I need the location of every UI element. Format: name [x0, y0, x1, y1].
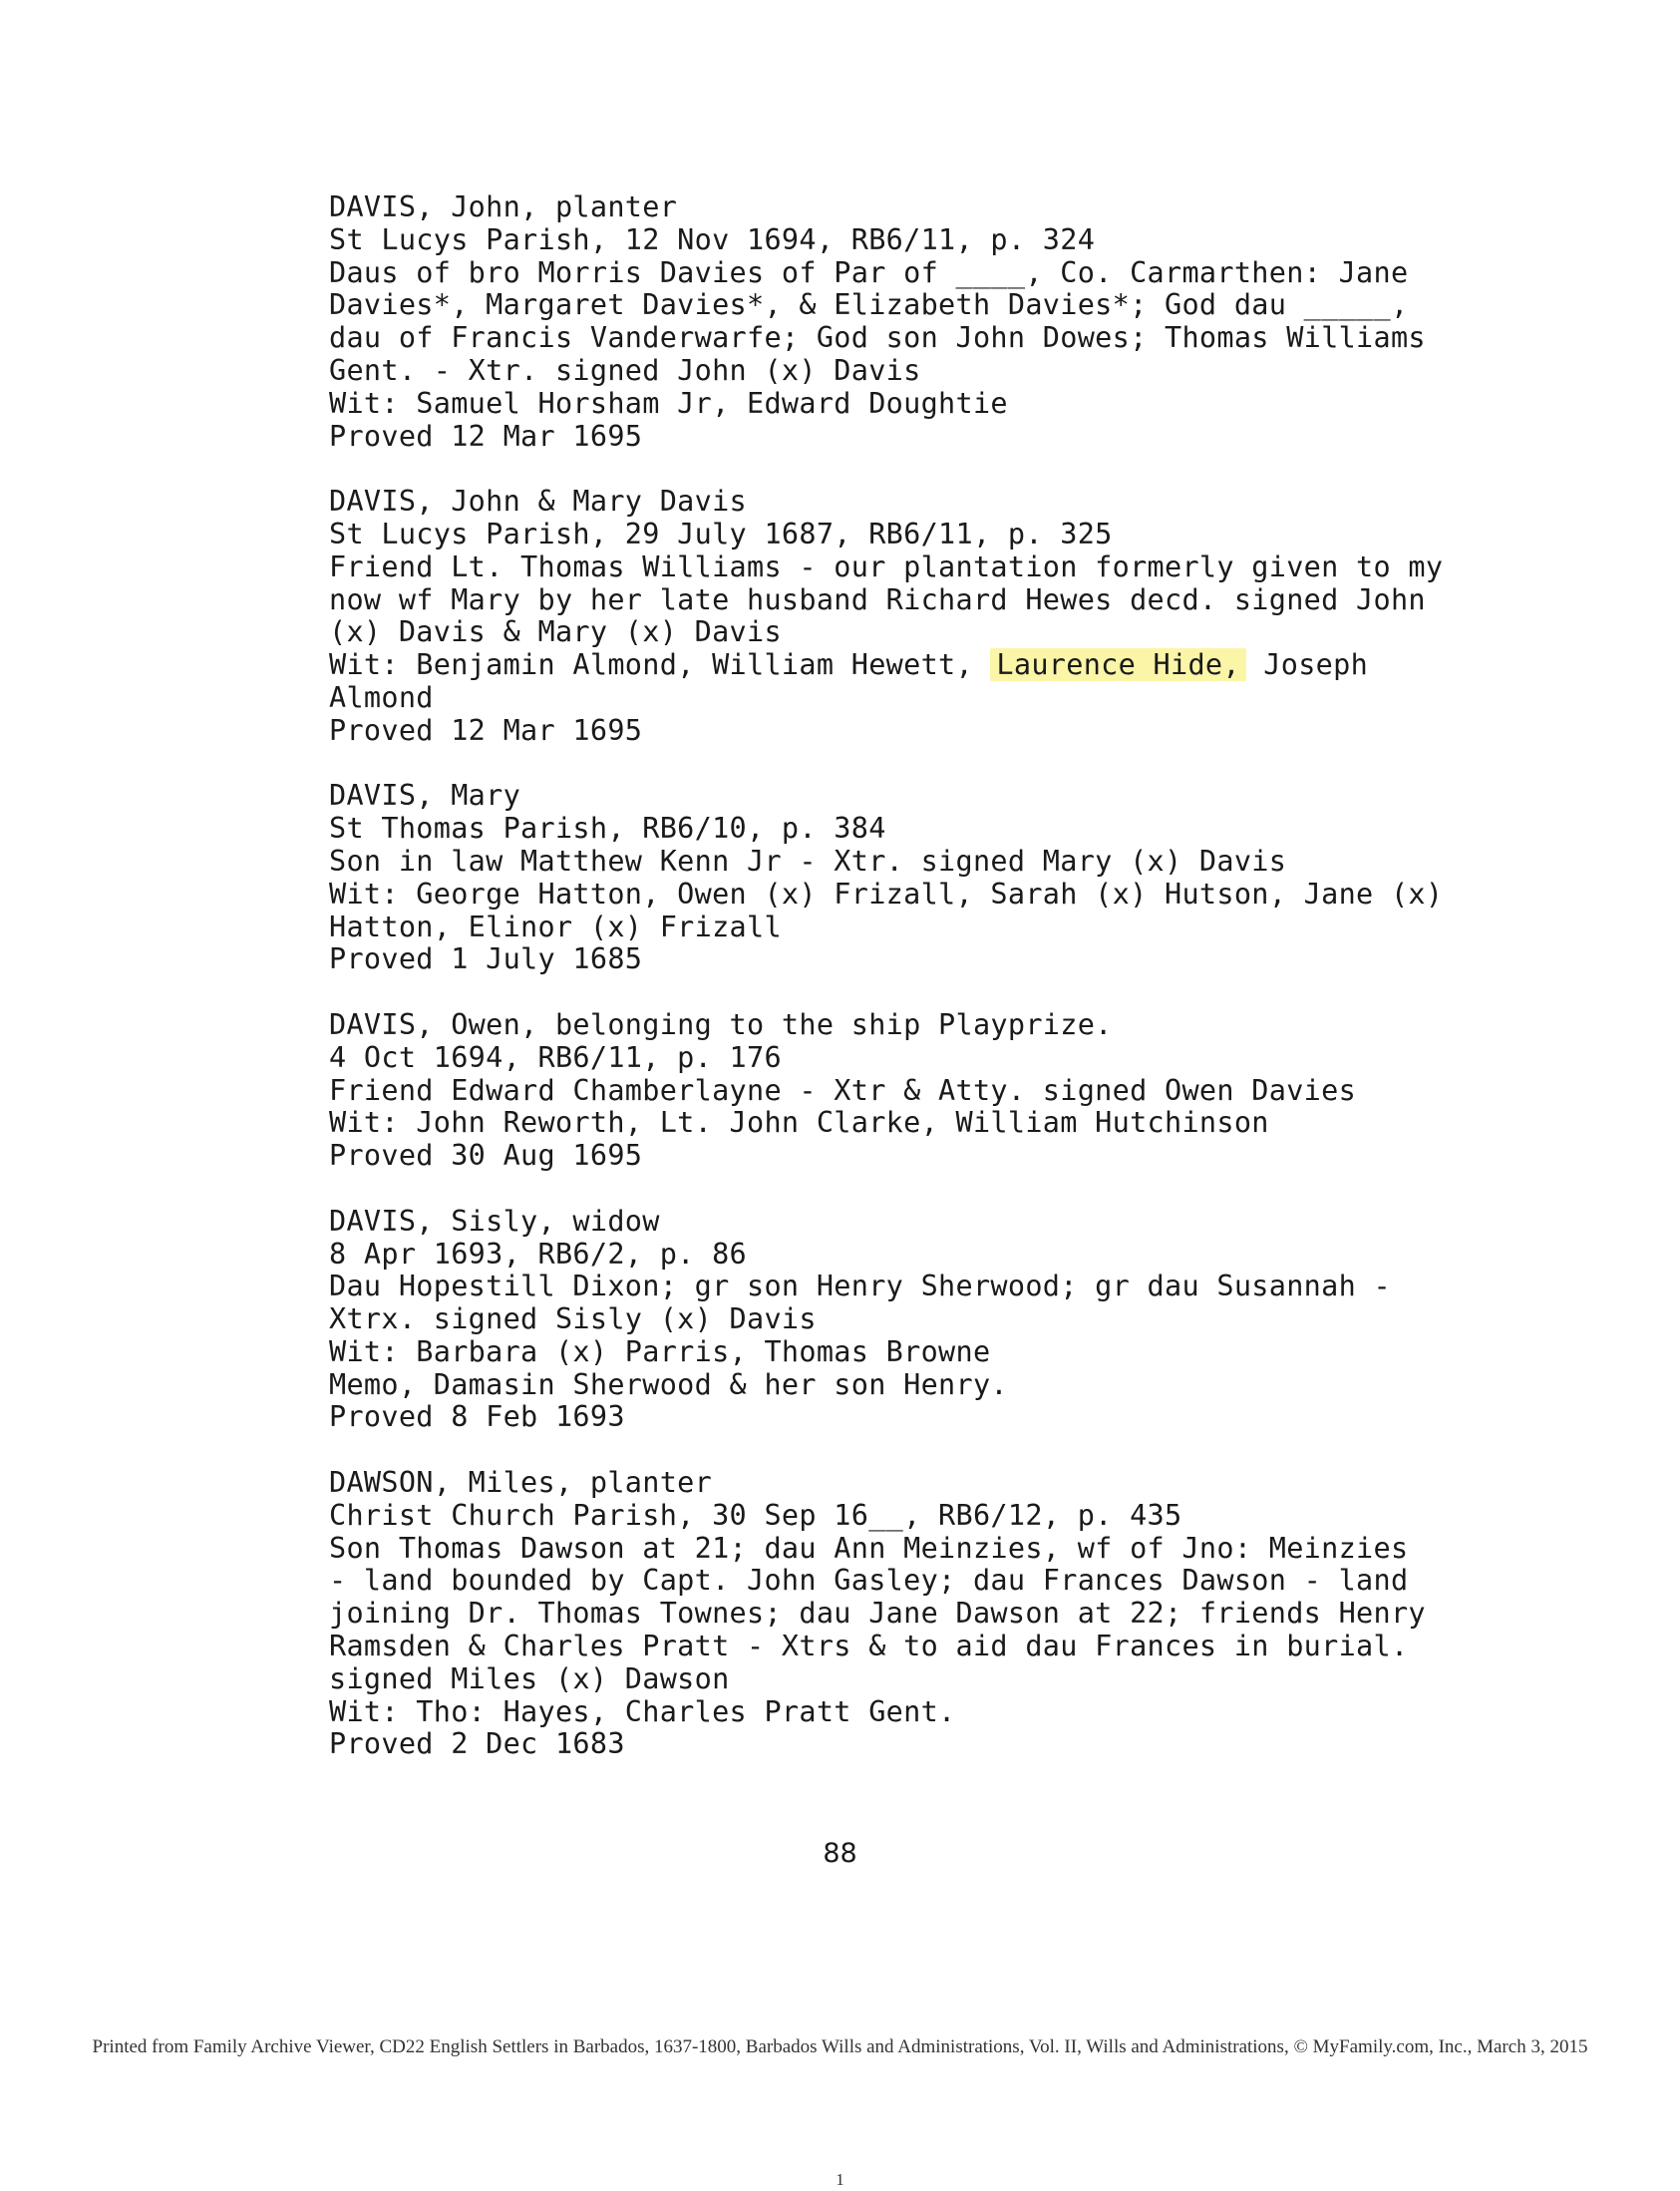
highlighted-name: Laurence Hide, — [990, 648, 1245, 681]
entry-line: Son Thomas Dawson at 21; dau Ann Meinzies, wf of Jno: Meinzies — [329, 1531, 1409, 1565]
entry-line: now wf Mary by her late husband Richard Hewes decd. signed John — [329, 582, 1426, 616]
entry-line: Proved 12 Mar 1695 — [329, 713, 643, 747]
entry-line: - land bounded by Capt. John Gasley; dau Frances Dawson - land — [329, 1564, 1409, 1598]
entry-line: Wit: George Hatton, Owen (x) Frizall, Sarah (x) Hutson, Jane (x) — [329, 877, 1444, 911]
entry-line: signed Miles (x) Dawson — [329, 1661, 730, 1695]
witness-text: Wit: Benjamin Almond, William Hewett, — [329, 648, 991, 682]
entry-line: Daus of bro Morris Davies of Par of ____, Co. Carmarthen: Jane — [329, 255, 1409, 289]
footer-page-number: 1 — [836, 2170, 844, 2189]
entry-line: Almond — [329, 680, 434, 714]
entry-line: Wit: Samuel Horsham Jr, Edward Doughtie — [329, 386, 1008, 420]
will-entries — [329, 190, 1444, 1794]
entry-line: Son in law Matthew Kenn Jr - Xtr. signed Mary (x) Davis — [329, 844, 1287, 878]
entry-davis-john-planter — [329, 191, 1426, 453]
entry-davis-sisly — [329, 1206, 1426, 1435]
entry-line: Christ Church Parish, 30 Sep 16__, RB6/12, p. 435 — [329, 1498, 1182, 1532]
entry-line: St Lucys Parish, 29 July 1687, RB6/11, p. 325 — [329, 517, 1113, 550]
entry-line: DAWSON, Miles, planter — [329, 1466, 713, 1500]
entry-dawson-miles — [329, 1467, 1426, 1761]
print-footer: Printed from Family Archive Viewer, CD22 English Settlers in Barbados, 1637-1800, Barbados Wills and Administrations, Vol. II, Wills and Administrations, © MyFamily.com, Inc., March 3, 2015 — [92, 2036, 1588, 2057]
entry-line: St Lucys Parish, 12 Nov 1694, RB6/11, p. 324 — [329, 222, 1096, 256]
entry-line: Proved 8 Feb 1693 — [329, 1400, 625, 1434]
entry-line: 8 Apr 1693, RB6/2, p. 86 — [329, 1237, 748, 1271]
entry-line: (x) Davis & Mary (x) Davis — [329, 615, 782, 649]
entry-davis-john-mary — [329, 485, 1444, 747]
entry-line: Davies*, Margaret Davies*, & Elizabeth Davies*; God dau _____, — [329, 288, 1409, 322]
entry-line: DAVIS, Mary — [329, 779, 521, 813]
entry-line: Ramsden & Charles Pratt - Xtrs & to aid dau Frances in burial. — [329, 1630, 1409, 1663]
entry-line: St Thomas Parish, RB6/10, p. 384 — [329, 812, 886, 846]
entry-line: joining Dr. Thomas Townes; dau Jane Dawson at 22; friends Henry — [329, 1597, 1426, 1631]
entry-line: Friend Edward Chamberlayne - Xtr & Atty. signed Owen Davies — [329, 1073, 1357, 1107]
entry-line: Wit: Tho: Hayes, Charles Pratt Gent. — [329, 1694, 956, 1728]
entry-line: Wit: Barbara (x) Parris, Thomas Browne — [329, 1334, 991, 1368]
entry-line: Wit: John Reworth, Lt. John Clarke, William Hutchinson — [329, 1106, 1269, 1140]
entry-line: Gent. - Xtr. signed John (x) Davis — [329, 353, 921, 387]
entry-line: Hatton, Elinor (x) Frizall — [329, 910, 782, 943]
entry-line: Proved 12 Mar 1695 — [329, 419, 643, 453]
page-number: 88 — [823, 1838, 857, 1869]
entry-line: Friend Lt. Thomas Williams - our plantation formerly given to my — [329, 549, 1444, 583]
entry-line: DAVIS, John, planter — [329, 190, 678, 223]
entry-line: dau of Francis Vanderwarfe; God son John Dowes; Thomas Williams — [329, 321, 1426, 355]
entry-line: Xtrx. signed Sisly (x) Davis — [329, 1302, 817, 1336]
entry-line: 4 Oct 1694, RB6/11, p. 176 — [329, 1040, 782, 1074]
entry-line: Proved 30 Aug 1695 — [329, 1139, 643, 1173]
entry-line: Dau Hopestill Dixon; gr son Henry Sherwood; gr dau Susannah - — [329, 1270, 1391, 1303]
entry-line: Memo, Damasin Sherwood & her son Henry. — [329, 1367, 1008, 1401]
entry-line: DAVIS, John & Mary Davis — [329, 485, 748, 519]
entry-davis-mary — [329, 779, 1444, 976]
entry-line: Proved 2 Dec 1683 — [329, 1727, 625, 1761]
witness-text: Joseph — [1245, 648, 1369, 682]
entry-line: DAVIS, Sisly, widow — [329, 1204, 660, 1238]
entry-line: DAVIS, Owen, belonging to the ship Playprize. — [329, 1007, 1113, 1041]
entry-line: Proved 1 July 1685 — [329, 942, 643, 976]
witness-line — [329, 649, 1426, 682]
entry-davis-owen — [329, 1009, 1426, 1173]
